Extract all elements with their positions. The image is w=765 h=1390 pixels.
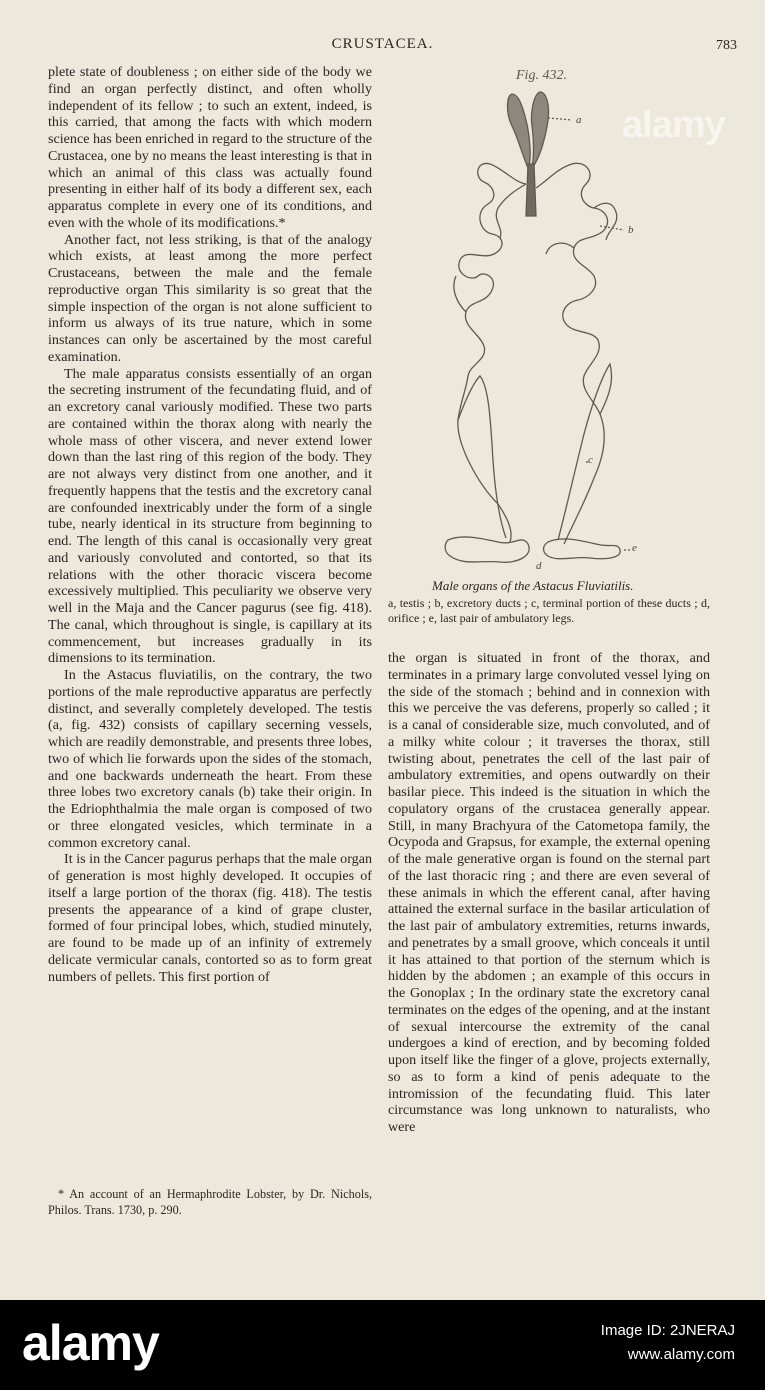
figure-legend — [388, 596, 710, 625]
paragraph: the organ is situated in front of the thorax, and terminates in a primary large convoluted vessel lying on the side of the stomach ; behind and in connexion with this we perceive the vas deferens, properly so called ; it is a canal of considerable size, much convoluted, and of a milky white colour ; it traverses the thorax, still twisting about, penetrates the cell of the last pair of ambulatory extremities, and opens outwardly on their basilar piece. This indeed is the situation in which the copulatory organs of the crustacea generally appear. Still, in many Brachyura of the Catometopa family, the Ocypoda and Grapsus, for example, the external opening of the male generative organ is found on the sternal part of the last thoracic ring ; and there are even several of these animals in which the efferent canal, after having attained the external surface in the basilar articulation of the last pair of ambulatory extremities, returns inwards, and penetrates by a small groove, which conceals it until it has attained to that portion of the sternum which is hidden by the abdomen ; an example of this occurs in the Gonoplax ; In the ordinary state the excretory canal terminates on the edges of the opening, and at the instant of sexual intercourse the extremity of the canal undergoes a kind of erection, and by becoming folded upon itself like the finger of a glove, projects externally, so as to form a kind of penis adequate to the intromission of the fecundating fluid. This later circumstance was long unknown to naturalists, who were — [388, 650, 710, 1135]
page-title: CRUSTACEA. — [331, 36, 434, 52]
terminal-duct-right — [558, 364, 612, 540]
figure — [388, 64, 718, 644]
running-head — [0, 36, 765, 56]
paragraph: In the Astacus fluviatilis, on the contrary, the two portions of the male reproductive apparatus are perfectly distinct, and severally completely developed. The testis (a, fig. 432) consists of capillary secerning vessels, which are readily demonstrable, and presents three lobes, two of which lie forwards upon the sides of the stomach, and one backwards underneath the heart. From these three lobes two excretory canals (b) take their origin. In the Edriophthalmia the male organ is composed of two or three elongated vesicles, which terminate in a common excretory canal. — [48, 667, 372, 851]
ambulatory-leg-right — [544, 539, 621, 559]
paragraph: plete state of doubleness ; on either side of the body we find an organ perfectly distinct, and often wholly independent of its fellow ; to such an extent, indeed, is this carried, that among the facts with which modern science has been enriched in regard to the structure of the Crustacea, one by no means the least interesting is that in which an animal of this class was actually found presenting in either half of its body a different sex, each apparatus complete in every one of its conditions, and even with the whole of its modifications.* — [48, 64, 373, 231]
stock-footer — [0, 1300, 765, 1390]
figure-label-e: e — [632, 542, 637, 554]
figure-label-a: a — [576, 114, 582, 126]
figure-label-b: b — [628, 224, 634, 236]
paragraph: The male apparatus consists essentially of an organ the secreting instrument of the fecundating fluid, and of an excretory canal variously modified. These two parts are contained within the thorax along with nearly the whole mass of other viscera, and never extend lower down than the last ring of this region of the body. They are not always very distinct from one another, and it frequently happens that the testis and the excretory canal are confounded inextricably under the form of a single tube, nearly identical in its structure from beginning to end. The length of this canal is occasionally very great and variously convoluted and contorted, so that its relations with the other thoracic viscera become excessively multiplied. This peculiarity we observe very well in the Maja and the Cancer pagurus (see fig. 418). The canal, which throughout is single, is capillary at its commencement, but increases gradually in its dimensions to its termination. — [48, 365, 372, 667]
site-url: www.alamy.com — [627, 1346, 735, 1363]
image-id: Image ID: 2JNERAJ — [600, 1322, 735, 1339]
figure-label-d: d — [536, 560, 542, 572]
page-number: 783 — [716, 38, 737, 53]
figure-number: Fig. 432. — [516, 68, 567, 83]
watermark-logo: alamy — [622, 104, 725, 146]
right-column — [388, 650, 710, 1136]
testis-stem — [526, 164, 536, 216]
terminal-duct-left — [458, 376, 506, 538]
alamy-logo: alamy — [22, 1315, 159, 1371]
paragraph: It is in the Cancer pagurus perhaps that the male organ of generation is most highly developed. It occupies of itself a large portion of the thorax (fig. 418). The testis presents the appearance of a kind of grape cluster, formed of four principal lobes, which, studied minutely, are found to be made up of an infinity of extremely delicate vermicular canals, contorted so as to form great numbers of pellets. This first portion of — [48, 851, 372, 985]
footnote — [48, 1186, 372, 1218]
left-column — [48, 64, 372, 985]
figure-legend-text: a, testis ; b, excretory ducts ; c, terminal portion of these ducts ; d, orifice ; e, last pair of ambulatory legs. — [388, 596, 710, 625]
ambulatory-leg-left — [445, 537, 529, 562]
excretory-duct-left — [458, 163, 526, 542]
testis-lobe-left — [508, 94, 531, 168]
footnote-text: * An account of an Hermaphrodite Lobster, by Dr. Nichols, Philos. Trans. 1730, p. 290. — [48, 1187, 372, 1217]
figure-label-c: c — [588, 454, 593, 466]
testis-lobe-right — [531, 92, 548, 168]
paragraph: Another fact, not less striking, is that of the analogy which exists, at least among the more perfect Crustaceans, between the male and the female reproductive organ This similarity is so great that the simple inspection of the organ is not alone sufficient to inform us always of its true nature, which in some instances can only be ascertained by the most careful examination. — [48, 231, 372, 365]
figure-caption: Male organs of the Astacus Fluviatilis. — [432, 578, 634, 593]
